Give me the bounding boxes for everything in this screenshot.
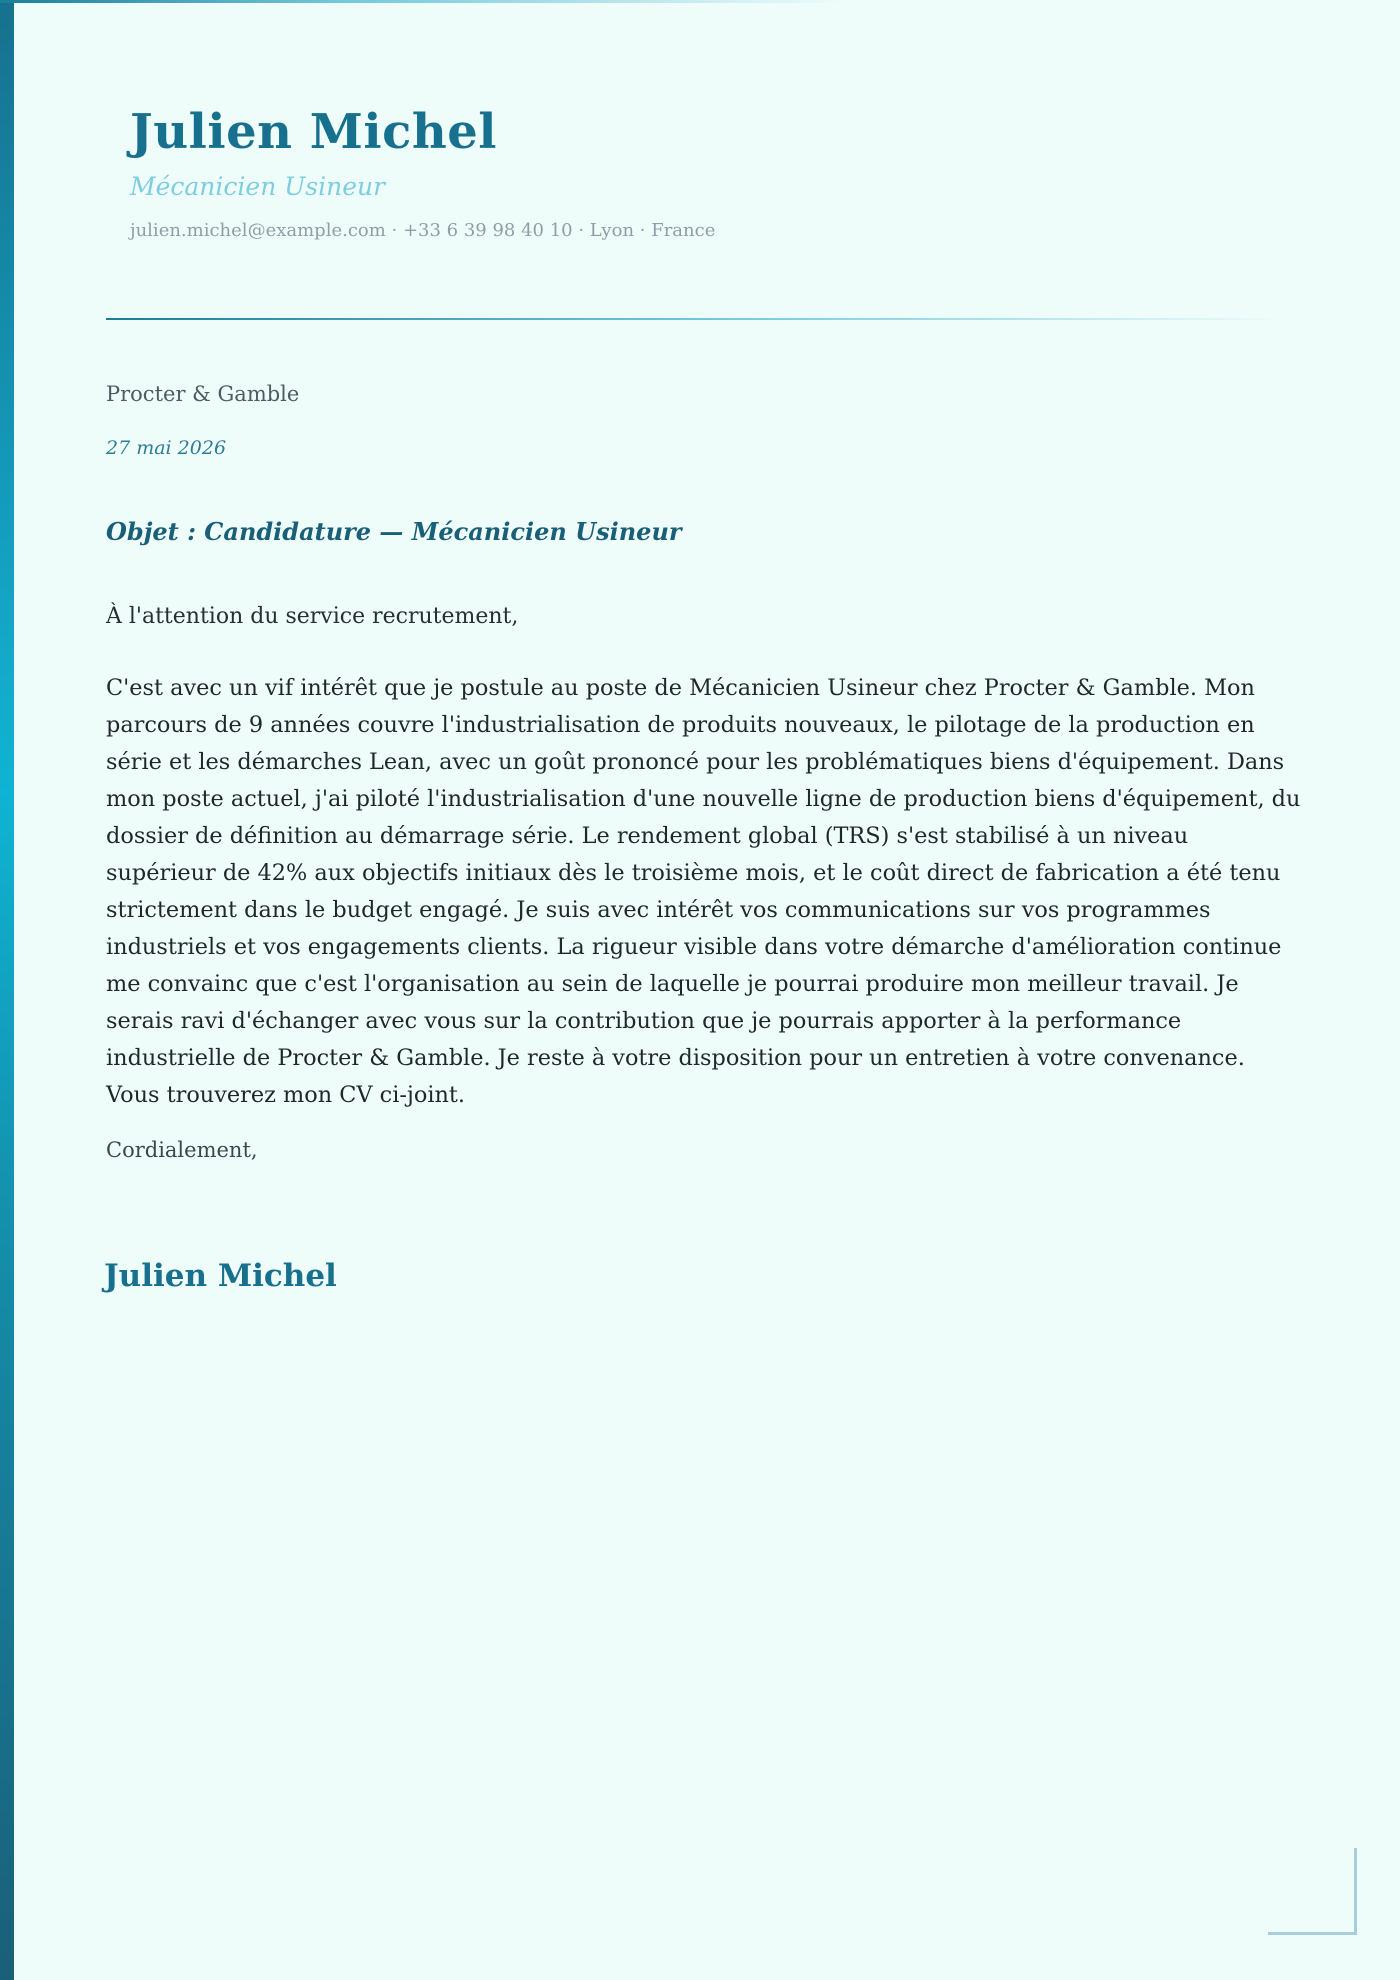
letter-subject: Objet : Candidature — Mécanicien Usineur — [106, 517, 682, 546]
top-accent-line — [0, 0, 850, 3]
letter-date: 27 mai 2026 — [106, 437, 227, 459]
sender-job-title: Mécanicien Usineur — [130, 172, 386, 201]
signature-name: Julien Michel — [104, 1258, 337, 1294]
letter-body-paragraph: C'est avec un vif intérêt que je postule au poste de Mécanicien Usineur chez Procter & Gamble. Mon parcours de 9 années couvre l'industrialisation de produits nouveaux, le pilotage de la production en série et les démarches Lean, avec un goût prononcé pour les problématiques biens d'équipement. Dans mon poste actuel, j'ai piloté l'industrialisation d'une nouvelle ligne de production biens d'équipement, du dossier de définition au démarrage série. Le rendement global (TRS) s'est stabilisé à un niveau supérieur de 42% aux objectifs initiaux dès le troisième mois, et le coût direct de fabrication a été tenu strictement dans le budget engagé. Je suis avec intérêt vos communications sur vos programmes industriels et vos engagements clients. La rigueur visible dans votre démarche d'amélioration continue me convainc que c'est l'organisation au sein de laquelle je pourrai produire mon meilleur travail. Je serais ravi d'échanger avec vous sur la contribution que je pourrais apporter à la performance industrielle de Procter & Gamble. Je reste à votre disposition pour un entretien à votre convenance. Vous trouverez mon CV ci-joint. — [106, 675, 1301, 1108]
letter-header — [130, 100, 1230, 244]
letter-closing: Cordialement, — [106, 1138, 258, 1162]
letter-salutation: À l'attention du service recrutement, — [106, 604, 519, 629]
recipient-company: Procter & Gamble — [106, 382, 300, 406]
left-accent-bar — [0, 0, 14, 1980]
sender-name: Julien Michel — [130, 104, 497, 160]
header-divider — [106, 318, 1290, 320]
sender-contact-line: julien.michel@example.com · +33 6 39 98 40 10 · Lyon · France — [130, 220, 716, 241]
corner-bracket-decoration — [1268, 1848, 1357, 1935]
